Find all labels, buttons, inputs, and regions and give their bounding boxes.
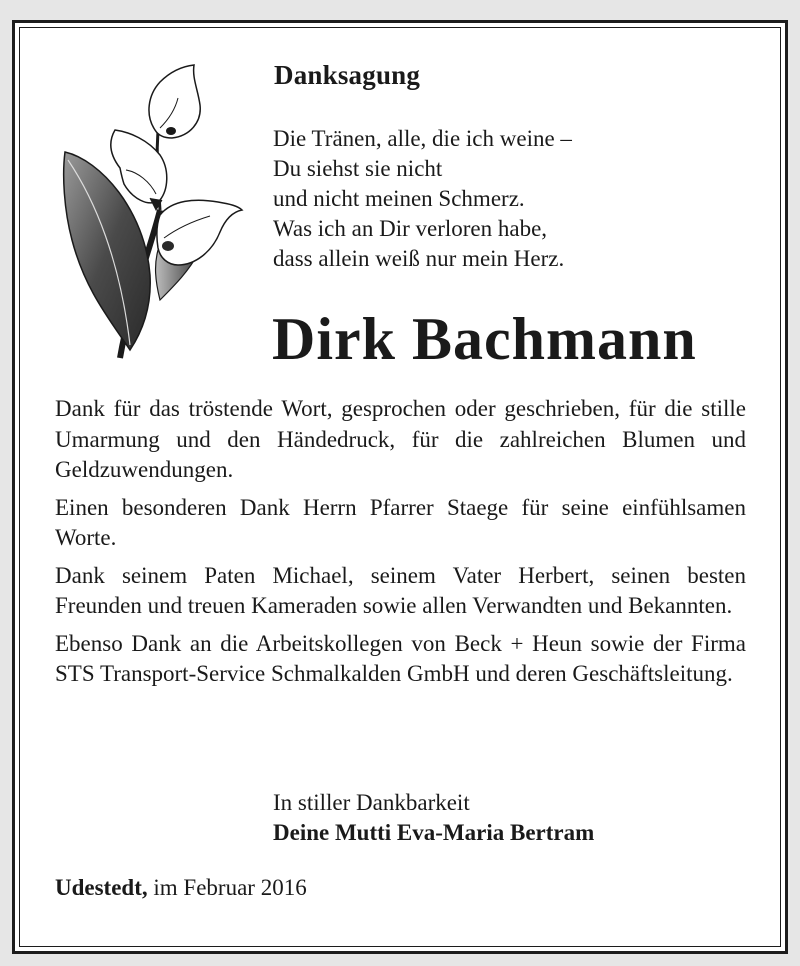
- notice-heading: Danksagung: [274, 60, 421, 90]
- calla-lily-icon: [60, 60, 250, 360]
- closing-block: [273, 788, 594, 848]
- poem-line: und nicht meinen Schmerz.: [273, 186, 525, 211]
- thanks-paragraph: Ebenso Dank an die Arbeitskollegen von Beck + Heun sowie der Firma STS Transport-Service Schmalkalden GmbH und deren Geschäftsleitung.: [55, 630, 746, 686]
- poem-line: Du siehst sie nicht: [273, 156, 443, 181]
- notice-date: im Februar 2016: [153, 875, 307, 900]
- thanks-paragraph: Einen besonderen Dank Herrn Pfarrer Staege für seine einfühlsamen Worte.: [55, 494, 746, 550]
- poem-line: Was ich an Dir verloren habe,: [273, 216, 548, 241]
- place-date: [55, 873, 307, 903]
- place-name: Udestedt,: [55, 875, 148, 900]
- thanks-paragraph: Dank seinem Paten Michael, seinem Vater Herbert, seinen besten Freunden und treuen Kameraden sowie allen Verwandten und Bekannten.: [55, 562, 746, 618]
- poem-line: dass allein weiß nur mein Herz.: [273, 246, 565, 271]
- thanks-body: [55, 394, 746, 697]
- thanks-paragraph: Dank für das tröstende Wort, gesprochen oder geschrieben, für die stille Umarmung und den Händedruck, für die zahlreichen Blumen und Geldzuwendungen.: [55, 396, 746, 482]
- poem-line: Die Tränen, alle, die ich weine –: [273, 126, 572, 151]
- closing-line: In stiller Dankbarkeit: [273, 790, 470, 815]
- deceased-name: Dirk Bachmann: [272, 306, 697, 372]
- poem: [273, 124, 572, 274]
- signature: Deine Mutti Eva-Maria Bertram: [273, 820, 595, 845]
